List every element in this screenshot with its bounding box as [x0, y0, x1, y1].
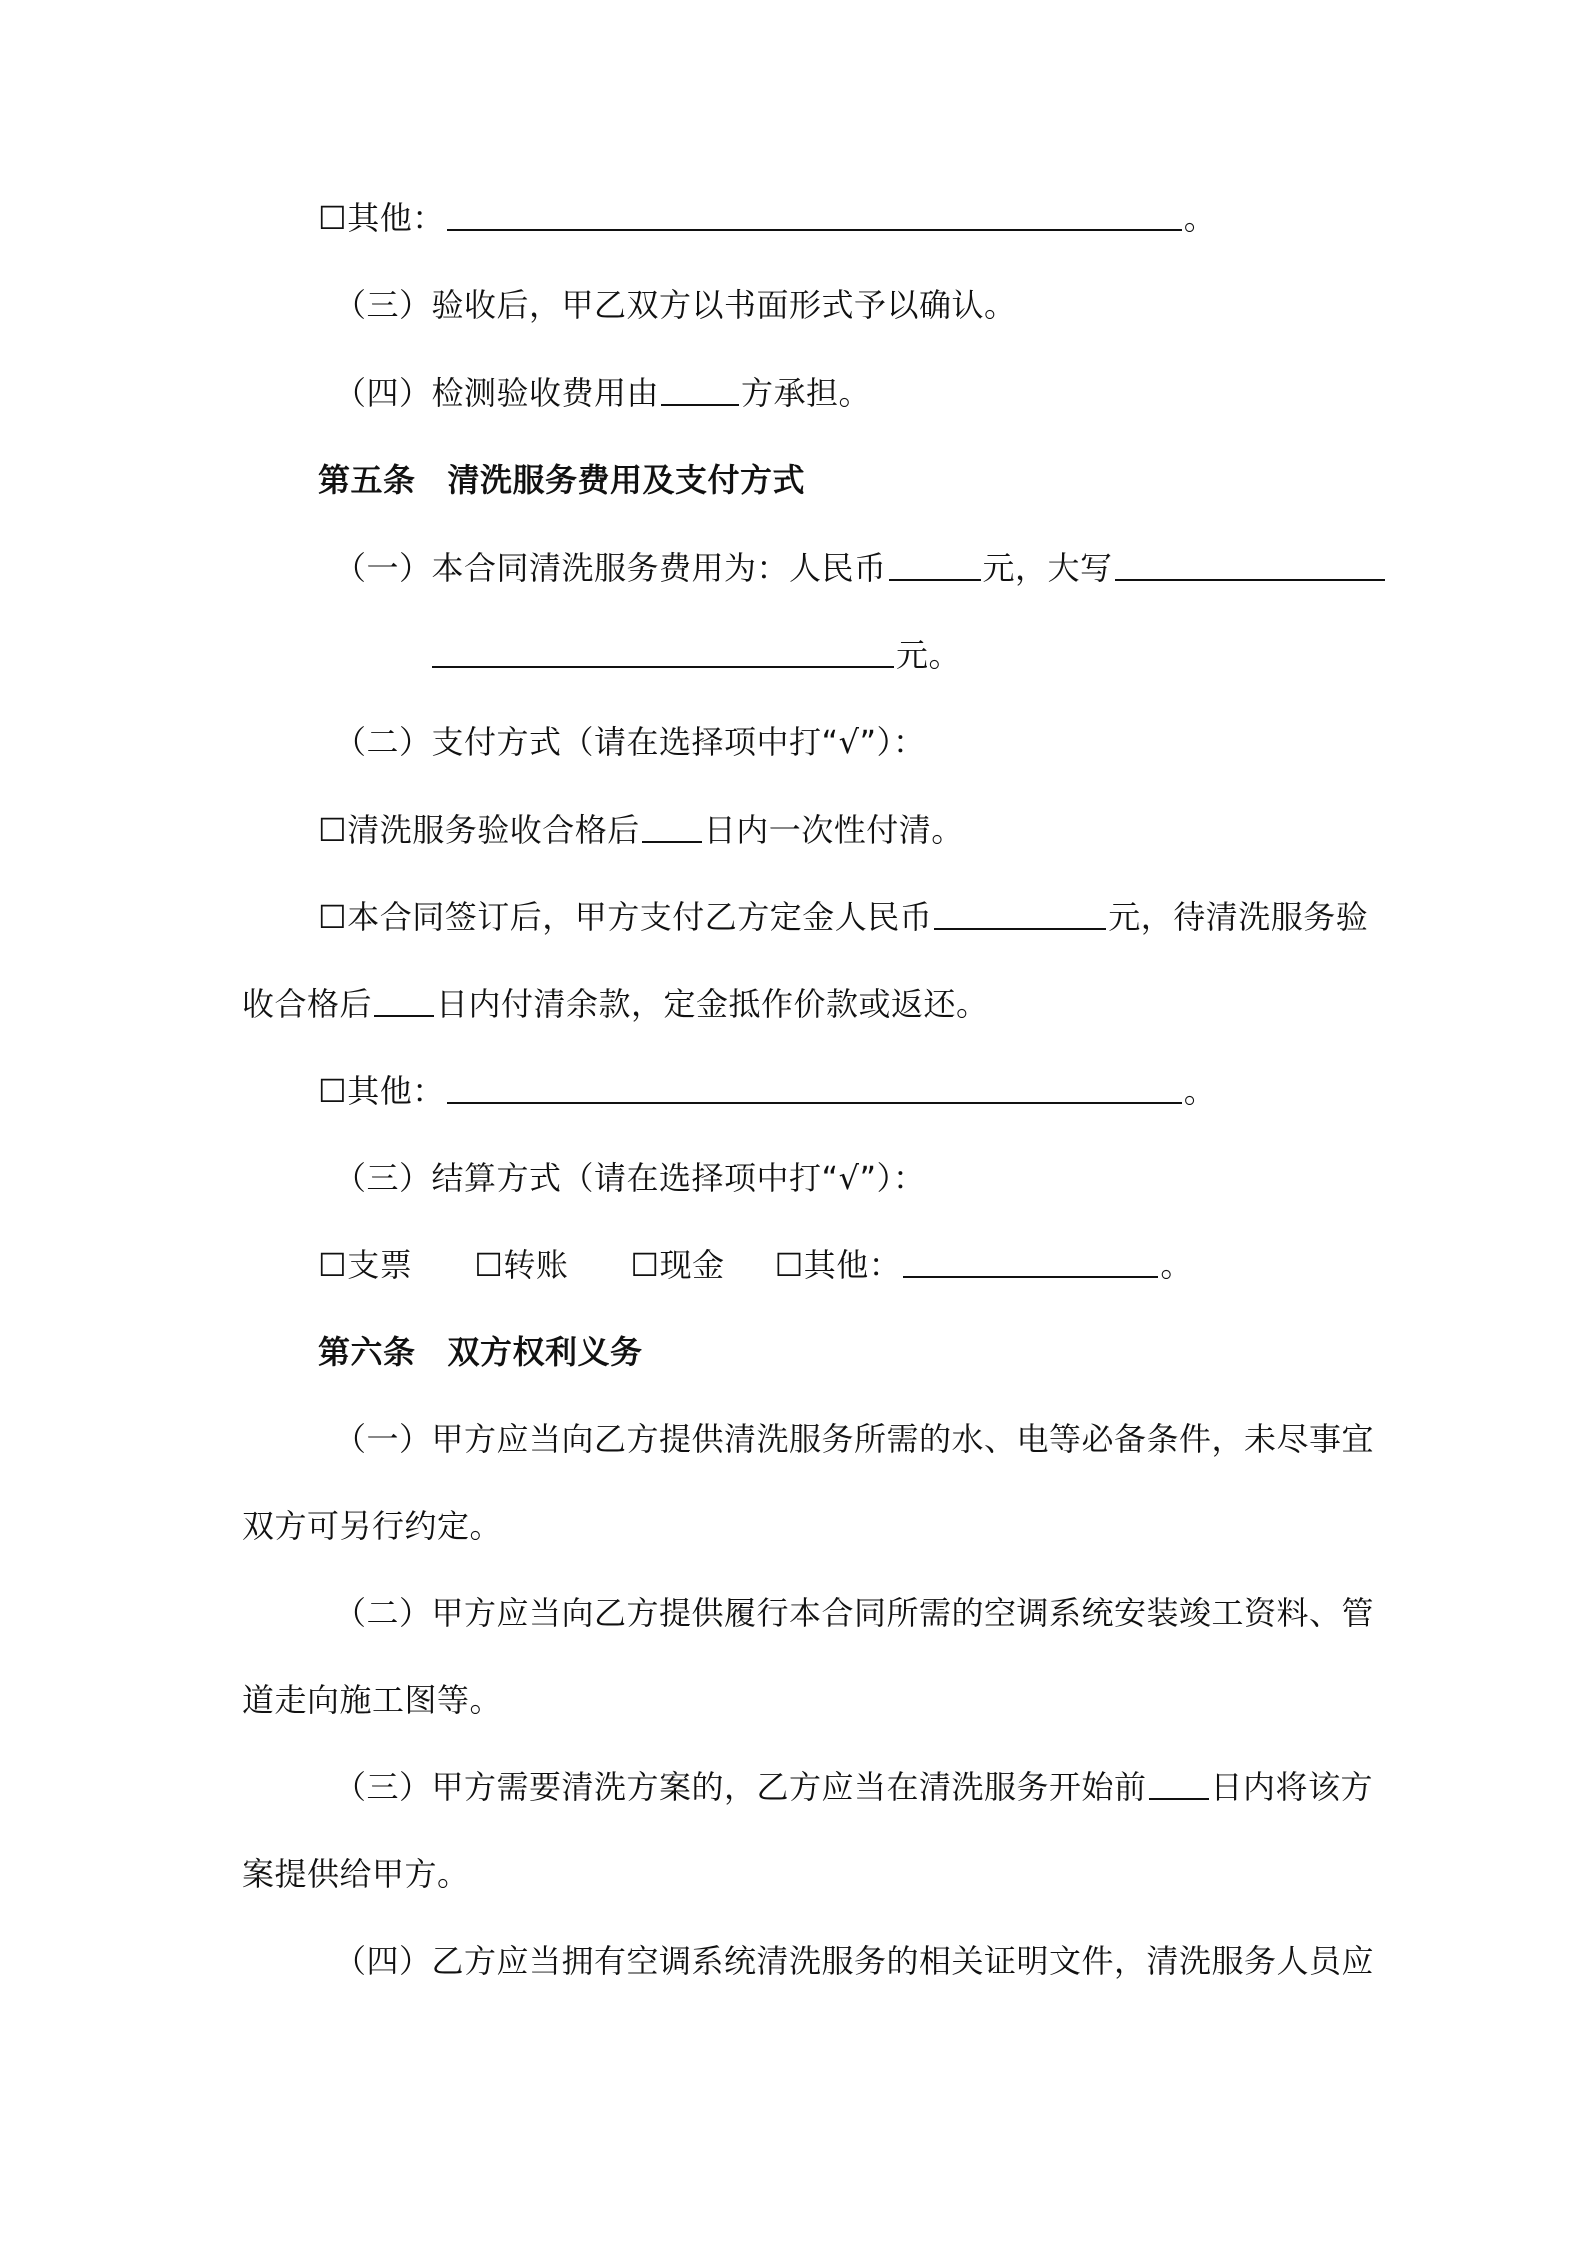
acceptance-confirm-text: （三）验收后，甲乙双方以书面形式予以确认。	[334, 286, 1017, 324]
service-fee-capital-line	[430, 635, 961, 675]
payment-option-2	[318, 897, 1368, 937]
other-label: 其他：	[347, 199, 445, 237]
checkbox-payment-other[interactable]: ☐	[318, 1072, 348, 1110]
yuan-end: 元。	[896, 636, 962, 674]
article-6-heading	[318, 1332, 643, 1372]
payment-2-after: 元，待清洗服务验	[1108, 898, 1369, 936]
option-transfer: 转账	[503, 1246, 569, 1284]
checkbox-payment-2[interactable]: ☐	[318, 898, 348, 936]
checkbox-transfer[interactable]: ☐	[474, 1246, 504, 1284]
article-5-number: 第五条	[318, 461, 416, 499]
payment-1-after: 日内一次性付清。	[703, 811, 964, 849]
payment-method-heading: （二）支付方式（请在选择项中打“√”）：	[334, 723, 926, 761]
checkbox-payment-1[interactable]: ☐	[318, 811, 348, 849]
clause-6-2-line-2: 道走向施工图等。	[242, 1681, 503, 1719]
balance-days-blank[interactable]	[374, 985, 434, 1017]
payment-2-before: 本合同签订后，甲方支付乙方定金人民币	[347, 898, 933, 936]
inspection-fee-after: 方承担。	[741, 374, 872, 412]
clause-6-3-after: 日内将该方	[1210, 1768, 1374, 1806]
service-fee-capital-blank[interactable]	[1115, 549, 1385, 581]
option-other: 其他：	[803, 1246, 902, 1284]
article-6-number: 第六条	[318, 1333, 416, 1371]
payment-option-1	[318, 810, 964, 850]
payment-other-blank[interactable]	[447, 1072, 1182, 1104]
payment-other-line	[318, 1071, 1216, 1111]
deposit-amount-blank[interactable]	[934, 898, 1106, 930]
period: 。	[1183, 1072, 1217, 1110]
checkbox-settlement-other[interactable]: ☐	[774, 1246, 804, 1284]
option-cash: 现金	[659, 1246, 725, 1284]
clause-6-4-line-1: （四）乙方应当拥有空调系统清洗服务的相关证明文件，清洗服务人员应	[334, 1942, 1375, 1980]
clause-6-3-line-2: 案提供给甲方。	[242, 1855, 470, 1893]
inspection-fee-blank[interactable]	[661, 374, 739, 406]
payment-other-label: 其他：	[347, 1072, 445, 1110]
clause-6-1-line-1: （一）甲方应当向乙方提供清洗服务所需的水、电等必备条件，未尽事宜	[334, 1420, 1375, 1458]
inspection-fee-before: （四）检测验收费用由	[334, 374, 660, 412]
service-fee-capital-blank-2[interactable]	[432, 636, 894, 668]
payment-2-cont-before: 收合格后	[242, 985, 373, 1023]
payment-1-days-blank[interactable]	[642, 811, 702, 843]
other-option-line	[318, 198, 1216, 238]
settlement-other-blank[interactable]	[903, 1246, 1158, 1278]
settlement-method-heading: （三）结算方式（请在选择项中打“√”）：	[334, 1159, 926, 1197]
other-blank[interactable]	[447, 199, 1182, 231]
clause-6-2-line-1: （二）甲方应当向乙方提供履行本合同所需的空调系统安装竣工资料、管	[334, 1594, 1375, 1632]
clause-6-1-line-2: 双方可另行约定。	[242, 1507, 503, 1545]
checkbox-other[interactable]: ☐	[318, 199, 348, 237]
period: 。	[1160, 1246, 1193, 1284]
service-fee-mid: 元，大写	[982, 549, 1113, 587]
plan-days-blank[interactable]	[1149, 1768, 1209, 1800]
checkbox-cash[interactable]: ☐	[630, 1246, 660, 1284]
service-fee-amount-blank[interactable]	[889, 549, 981, 581]
clause-6-3-line-1	[334, 1767, 1373, 1807]
service-fee-line	[334, 548, 1387, 588]
article-5-title: 清洗服务费用及支付方式	[447, 461, 806, 499]
payment-2-cont-after: 日内付清余款，定金抵作价款或返还。	[436, 985, 989, 1023]
article-5-heading	[318, 460, 805, 500]
inspection-fee-line	[334, 373, 871, 413]
article-6-title: 双方权利义务	[447, 1333, 643, 1371]
option-cheque: 支票	[347, 1246, 413, 1284]
period: 。	[1183, 199, 1217, 237]
payment-option-2-cont	[242, 984, 989, 1024]
settlement-options	[318, 1245, 1193, 1285]
service-fee-before: （一）本合同清洗服务费用为：人民币	[334, 549, 887, 587]
payment-1-before: 清洗服务验收合格后	[347, 811, 640, 849]
clause-6-3-before: （三）甲方需要清洗方案的，乙方应当在清洗服务开始前	[334, 1768, 1147, 1806]
checkbox-cheque[interactable]: ☐	[318, 1246, 348, 1284]
